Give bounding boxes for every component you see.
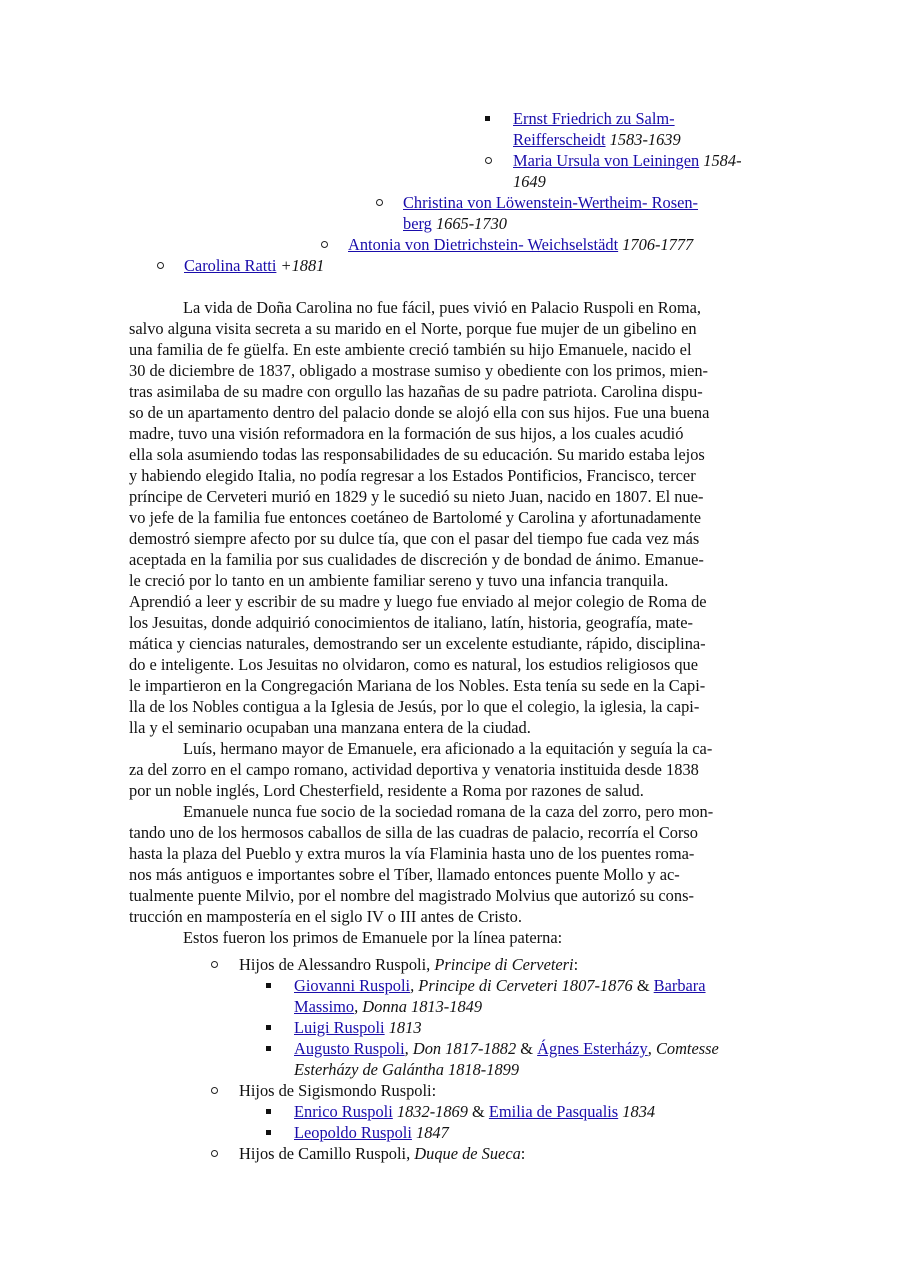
text-line: tras asimilaba de su madre con orgullo las hazañas de su padre patriota. Carolina dispu- — [129, 382, 703, 401]
text-line: vo jefe de la familia fue entonces coetáneo de Bartolomé y Carolina y afortunadamente — [129, 508, 702, 527]
link-christina[interactable]: Christina von Löwenstein-Wertheim- Rosen- — [403, 193, 699, 212]
text-line: do e inteligente. Los Jesuitas no olvidaron, como es natural, los estudios religiosos que — [129, 655, 699, 674]
text-line: tando uno de los hermosos caballos de silla de las cuadras de palacio, recorría el Corso — [129, 823, 698, 842]
alessandro-title: Principe di Cerveteri — [434, 955, 574, 974]
agnes-detail-cont: Esterházy de Galántha 1818-1899 — [294, 1060, 520, 1079]
link-agnes-esterhazy[interactable]: Ágnes Esterházy — [537, 1039, 648, 1058]
text-line: nos más antiguos e importantes sobre el Tíber, llamado entonces puente Mollo y ac- — [129, 865, 680, 884]
list-item-sigismondo — [239, 1080, 436, 1101]
maria-years-end: 1649 — [513, 172, 546, 191]
christina-years: 1665-1730 — [435, 214, 507, 233]
paragraph-luis — [129, 738, 776, 801]
text-line: una familia de fe güelfa. En este ambiente creció también su hijo Emanuele, nacido el — [129, 340, 692, 359]
text-line: La vida de Doña Carolina no fue fácil, pues vivió en Palacio Ruspoli en Roma, — [183, 298, 701, 317]
link-carolina-ratti[interactable]: Carolina Ratti — [184, 256, 277, 275]
text-line: Luís, hermano mayor de Emanuele, era aficionado a la equitación y seguía la ca- — [183, 739, 713, 758]
link-maria-ursula[interactable]: Maria Ursula von Leiningen — [513, 151, 700, 170]
list-item-camillo — [239, 1143, 525, 1164]
alessandro-label: Hijos de Alessandro Ruspoli, — [239, 955, 435, 974]
link-ernst-friedrich[interactable]: Ernst Friedrich zu Salm- — [513, 109, 675, 128]
text-line: so de un apartamento dentro del palacio donde se alojó ella con sus hijos. Fue una buena — [129, 403, 710, 422]
ampersand: & — [632, 976, 654, 995]
link-barbara-massimo[interactable]: Barbara — [653, 976, 706, 995]
text-line: le impartieron en la Congregación Mariana de los Nobles. Esta tenía su sede en la Capi- — [129, 676, 706, 695]
link-augusto-ruspoli[interactable]: Augusto Ruspoli — [294, 1039, 405, 1058]
text-line: salvo alguna visita secreta a su marido en el Norte, porque fue mujer de un gibelino en — [129, 319, 697, 338]
camillo-title: Duque de Sueca — [414, 1144, 521, 1163]
antonia-years: 1706-1777 — [622, 235, 694, 254]
text-line: tualmente puente Milvio, por el nombre del magistrado Molvius que autorizó su cons- — [129, 886, 694, 905]
link-giovanni-ruspoli[interactable]: Giovanni Ruspoli — [294, 976, 411, 995]
giovanni-detail: , Principe di Cerveteri 1807-1876 — [410, 976, 633, 995]
list-item-giovanni — [294, 975, 706, 996]
list-item-leopoldo — [294, 1122, 449, 1143]
link-ernst-friedrich-cont[interactable]: Reifferscheidt — [513, 130, 606, 149]
text-line: demostró siempre afecto por su dulce tía, que con el pasar del tiempo fue cada vez más — [129, 529, 700, 548]
augusto-detail: , Don 1817-1882 — [404, 1039, 517, 1058]
text-line: hasta la plaza del Pueblo y extra muros la vía Flaminia hasta uno de los puentes roma- — [129, 844, 695, 863]
ancestor-christina-line2 — [403, 213, 507, 234]
text-line: madre, tuvo una visión reformadora en la formación de sus hijos, a los cuales acudió — [129, 424, 684, 443]
maria-years: 1584- — [703, 151, 742, 170]
circle-bullet-icon — [485, 150, 492, 171]
text-line: Estos fueron los primos de Emanuele por la línea paterna: — [183, 928, 563, 947]
text-line: ella sola asumiendo todas las responsabilidades de su educación. Su marido estaba lejos — [129, 445, 705, 464]
paragraph-emanuele-rides — [129, 801, 776, 927]
ernst-years: 1583-1639 — [609, 130, 681, 149]
text-line: por un noble inglés, Lord Chesterfield, residente a Roma por razones de salud. — [129, 781, 644, 800]
circle-bullet-icon — [321, 234, 328, 255]
colon: : — [573, 955, 579, 974]
barbara-detail: , Donna 1813-1849 — [354, 997, 483, 1016]
sigismondo-label: Hijos de Sigismondo Ruspoli: — [239, 1081, 437, 1100]
square-bullet-icon — [266, 1122, 271, 1143]
list-item-giovanni-line2 — [294, 996, 482, 1017]
camillo-label: Hijos de Camillo Ruspoli, — [239, 1144, 415, 1163]
link-emilia-de-pasqualis[interactable]: Emilia de Pasqualis — [488, 1102, 619, 1121]
ancestor-maria-line2 — [513, 171, 546, 192]
colon: : — [520, 1144, 526, 1163]
circle-bullet-icon — [211, 1143, 218, 1164]
list-item-augusto — [294, 1038, 719, 1059]
text-line: 30 de diciembre de 1837, obligado a mostrase sumiso y obediente con los primos, mien- — [129, 361, 709, 380]
leopoldo-years: 1847 — [416, 1123, 449, 1142]
ancestor-carolina — [184, 255, 324, 276]
circle-bullet-icon — [157, 255, 164, 276]
list-item-enrico — [294, 1101, 655, 1122]
list-item-luigi — [294, 1017, 422, 1038]
ancestor-ernst — [513, 108, 675, 129]
link-leopoldo-ruspoli[interactable]: Leopoldo Ruspoli — [294, 1123, 412, 1142]
text-line: y habiendo elegido Italia, no podía regresar a los Estados Pontificios, Francisco, tercer — [129, 466, 696, 485]
text-line: príncipe de Cerveteri murió en 1829 y le sucedió su nieto Juan, nacido en 1807. El nue- — [129, 487, 704, 506]
text-line: le creció por lo tanto en un ambiente familiar sereno y tuvo una infancia tranquila. — [129, 571, 669, 590]
link-luigi-ruspoli[interactable]: Luigi Ruspoli — [294, 1018, 385, 1037]
text-line: Aprendió a leer y escribir de su madre y luego fue enviado al mejor colegio de Roma de — [129, 592, 707, 611]
text-line: za del zorro en el campo romano, actividad deportiva y venatoria instituida desde 1838 — [129, 760, 699, 779]
link-antonia[interactable]: Antonia von Dietrichstein- Weichselstädt — [348, 235, 619, 254]
ancestor-ernst-line2 — [513, 129, 681, 150]
square-bullet-icon — [266, 1017, 271, 1038]
square-bullet-icon — [266, 975, 271, 996]
ancestor-maria — [513, 150, 742, 171]
paragraph-cousins-intro — [129, 927, 776, 948]
text-line: lla de los Nobles contigua a la Iglesia de Jesús, por lo que el colegio, la iglesia, la capi- — [129, 697, 700, 716]
circle-bullet-icon — [211, 1080, 218, 1101]
text-line: Emanuele nunca fue socio de la sociedad romana de la caza del zorro, pero mon- — [183, 802, 714, 821]
agnes-detail: , Comtesse — [647, 1039, 719, 1058]
square-bullet-icon — [266, 1038, 271, 1059]
emilia-years: 1834 — [622, 1102, 656, 1121]
text-line: aceptada en la familia por sus cualidades de discreción y de bondad de ánimo. Emanue- — [129, 550, 704, 569]
luigi-years: 1813 — [388, 1018, 422, 1037]
list-item-alessandro — [239, 954, 578, 975]
enrico-years: 1832-1869 — [396, 1102, 468, 1121]
text-line: los Jesuitas, donde adquirió conocimientos de italiano, latín, historia, geografía, mate- — [129, 613, 693, 632]
circle-bullet-icon — [211, 954, 218, 975]
carolina-years: +1881 — [280, 256, 325, 275]
text-line: mática y ciencias naturales, demostrando ser un excelente estudiante, rápido, disciplina- — [129, 634, 706, 653]
link-enrico-ruspoli[interactable]: Enrico Ruspoli — [294, 1102, 393, 1121]
text-line: trucción en mampostería en el siglo IV o III antes de Cristo. — [129, 907, 522, 926]
square-bullet-icon — [266, 1101, 271, 1122]
square-bullet-icon — [485, 108, 490, 129]
ancestor-antonia — [348, 234, 693, 255]
paragraph-carolina-life — [129, 297, 776, 738]
text-line: lla y el seminario ocupaban una manzana entera de la ciudad. — [129, 718, 531, 737]
circle-bullet-icon — [376, 192, 383, 213]
list-item-augusto-line2 — [294, 1059, 519, 1080]
link-barbara-massimo-cont[interactable]: Massimo — [294, 997, 355, 1016]
ampersand: & — [467, 1102, 489, 1121]
ampersand: & — [516, 1039, 538, 1058]
ancestor-christina — [403, 192, 698, 213]
link-christina-cont[interactable]: berg — [403, 214, 432, 233]
